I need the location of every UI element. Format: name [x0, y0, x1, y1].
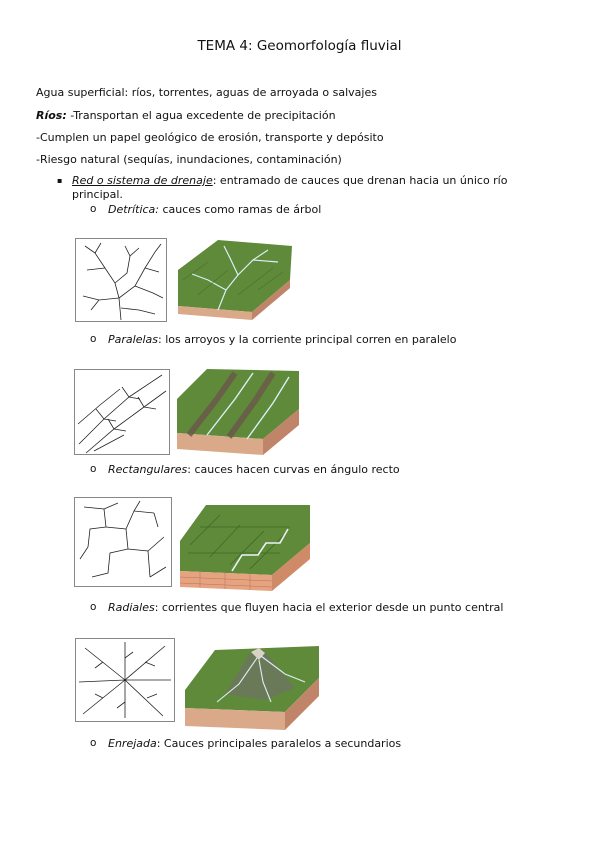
- rios-line: [36, 109, 336, 123]
- parallel-block-diagram: [177, 369, 299, 455]
- radial-sketch: [75, 638, 175, 722]
- dendritic-sketch: [75, 238, 167, 322]
- type-rectangulares: [108, 463, 400, 477]
- circle-bullet-icon: o: [90, 601, 97, 613]
- type-desc: : corrientes que fluyen hacia el exterior desde un punto central: [154, 601, 504, 614]
- type-desc: : cauces hacen curvas en ángulo recto: [187, 463, 400, 476]
- square-bullet-icon: ▪: [57, 176, 63, 185]
- drainage-text-cont: principal.: [72, 188, 123, 201]
- type-desc: cauces como ramas de árbol: [159, 203, 322, 216]
- circle-bullet-icon: o: [90, 737, 97, 749]
- rios-text: -Transportan el agua excedente de precipitación: [66, 109, 336, 122]
- type-enrejada: [108, 737, 401, 751]
- type-term: Detrítica:: [108, 203, 159, 216]
- type-radiales: [108, 601, 503, 615]
- parallel-sketch: [74, 369, 170, 455]
- drainage-term: Red o sistema de drenaje: [72, 174, 213, 187]
- circle-bullet-icon: o: [90, 333, 97, 345]
- type-term: Enrejada: [108, 737, 157, 750]
- drainage-definition: [72, 174, 507, 188]
- risk-line: -Riesgo natural (sequías, inundaciones, contaminación): [36, 153, 342, 166]
- type-term: Rectangulares: [108, 463, 188, 476]
- drainage-text: : entramado de cauces que drenan hacia un único río: [212, 174, 508, 187]
- role-line: -Cumplen un papel geológico de erosión, transporte y depósito: [36, 131, 384, 144]
- dendritic-block-diagram: [178, 240, 292, 320]
- intro-line: Agua superficial: ríos, torrentes, aguas de arroyada o salvajes: [36, 86, 377, 99]
- rectangular-block-diagram: [180, 505, 310, 591]
- page-title: TEMA 4: Geomorfología fluvial: [197, 38, 402, 54]
- rectangular-sketch: [74, 497, 172, 587]
- type-desc: : Cauces principales paralelos a secundarios: [156, 737, 402, 750]
- type-term: Paralelas: [108, 333, 158, 346]
- type-paralelas: [108, 333, 456, 347]
- radial-block-diagram: [185, 638, 319, 730]
- type-desc: : los arroyos y la corriente principal corren en paralelo: [158, 333, 457, 346]
- circle-bullet-icon: o: [90, 203, 97, 215]
- circle-bullet-icon: o: [90, 463, 97, 475]
- type-term: Radiales: [108, 601, 155, 614]
- rios-label: Ríos:: [36, 109, 67, 122]
- type-detritica: [108, 203, 321, 217]
